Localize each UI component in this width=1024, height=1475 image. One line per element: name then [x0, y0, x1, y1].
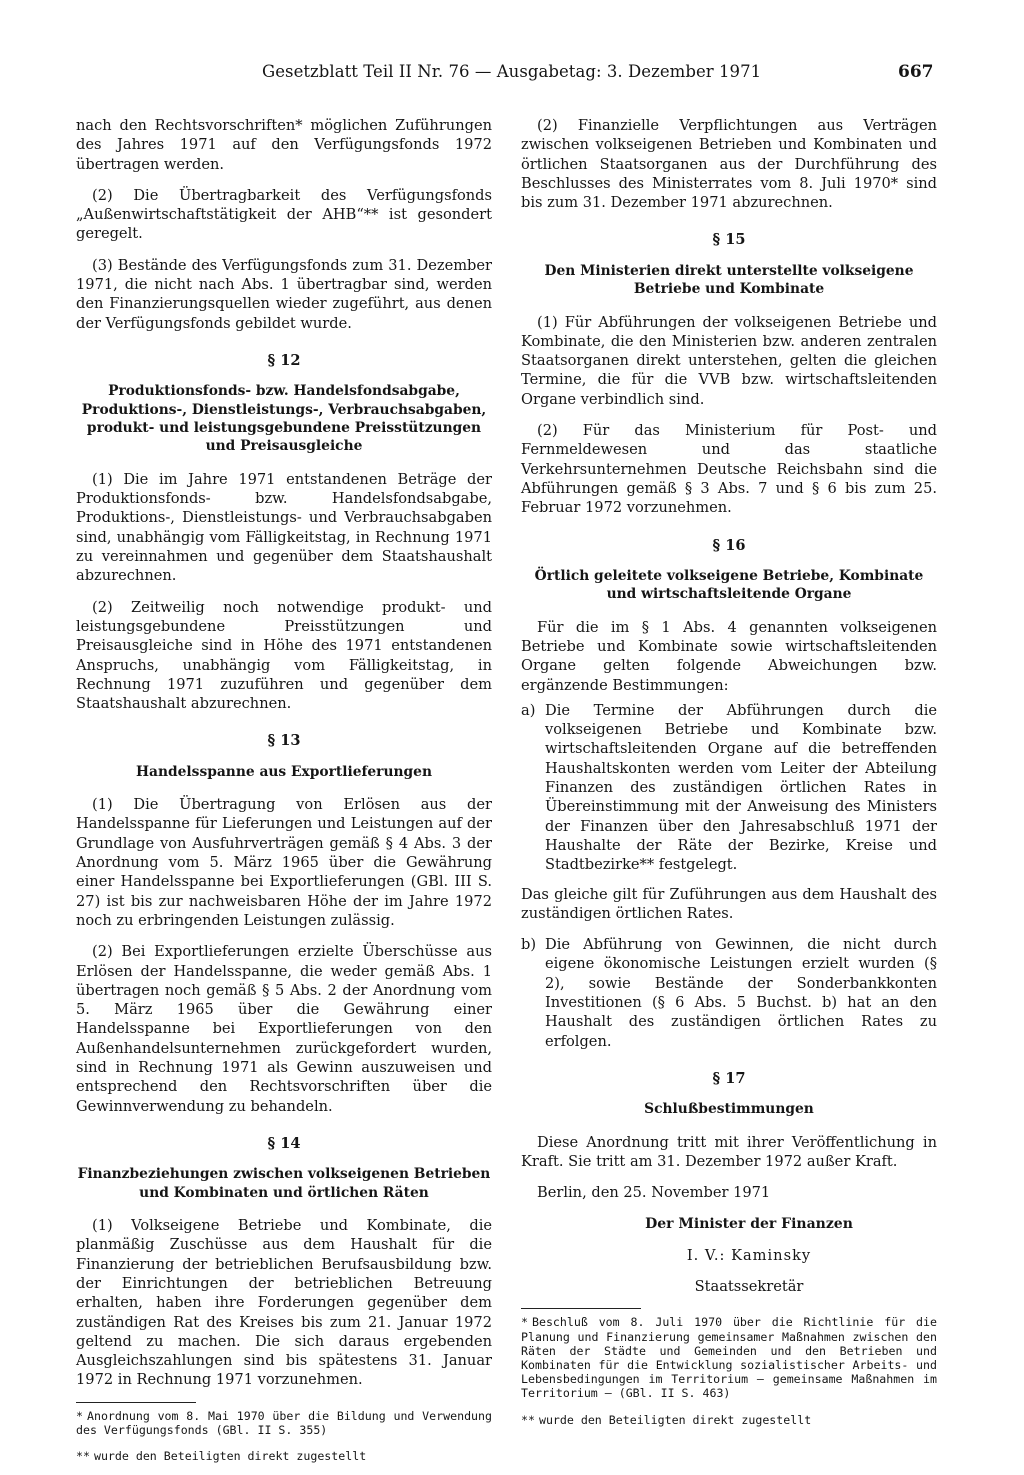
paragraph: Für die im § 1 Abs. 4 genannten volkseigenen Betriebe und Kombinate sowie wirtschaftsleitenden Organe gelten folgende Abweichungen bzw. ergänzende Bestimmungen: [521, 618, 937, 694]
section-number-16: § 16 [712, 536, 746, 554]
section-number-15: § 15 [712, 231, 746, 249]
footnote-text: Beschluß vom 8. Juli 1970 über die Richtlinie für die Planung und Finanzierung gemeinsamer Maßnahmen zwischen den Räten der Städte und Gemeinden und den Betrieben und Kombinaten für die Entwicklung sozialistischer Arbeits- und Lebensbedingungen im Territorium — gemeinsame Maßnahmen im Territorium — (GBl. II S. 463) [521, 1315, 937, 1401]
footnote-marker: * [76, 1408, 83, 1423]
gazette-header: Gesetzblatt Teil II Nr. 76 — Ausgabetag: 3. Dezember 1971 [262, 62, 762, 81]
list-item-label: b) [521, 936, 537, 954]
footnote-text: wurde den Beteiligten direkt zugestellt [538, 1412, 812, 1427]
signature-block [561, 1215, 937, 1297]
footnote [76, 1409, 492, 1437]
signatory-name: I. V.: Kaminsky [686, 1246, 812, 1264]
paragraph: (3) Bestände des Verfügungsfonds zum 31. Dezember 1971, die nicht nach Abs. 1 übertragbar sind, werden den Finanzierungsquellen wieder zugeführt, aus denen der Verfügungsfonds gebildet wurde. [76, 256, 492, 332]
section-title-16: Örtlich geleitete volkseigene Betriebe, Kombinate und wirtschaftsleitende Organe [534, 567, 924, 603]
footnote-marker: ** [76, 1449, 90, 1464]
footnote-marker: * [521, 1315, 528, 1330]
footnote-divider [76, 1402, 196, 1403]
page-header [0, 62, 1024, 90]
list-item [521, 701, 937, 875]
paragraph: (2) Für das Ministerium für Post- und Fernmeldewesen und das staatliche Verkehrsunternehmen Deutsche Reichsbahn sind die Abführungen gemäß § 3 Abs. 7 und § 6 bis zum 25. Februar 1972 vorzunehmen. [521, 422, 937, 517]
paragraph: Diese Anordnung tritt mit ihrer Veröffentlichung in Kraft. Sie tritt am 31. Dezember 1972 außer Kraft. [521, 1133, 937, 1170]
list-item-text: Die Termine der Abführungen durch die volkseigenen Betriebe und Kombinate bzw. wirtschaftsleitenden Organe auf die betreffenden Haushaltskonten werden vom Leiter der Abteilung Finanzen des zuständigen örtlichen Rates in Übereinstimmung mit der Anweisung des Ministers der Finanzen über den Jahresabschluß 1971 der Haushalte der Räte der Bezirke, Kreise und Stadtbezirke** festgelegt. [545, 701, 937, 874]
footnote-marker: ** [521, 1412, 535, 1427]
footnote-divider [521, 1308, 641, 1309]
place-and-date: Berlin, den 25. November 1971 [537, 1184, 771, 1202]
paragraph: (1) Für Abführungen der volkseigenen Betriebe und Kombinate, die den Ministerien bzw. anderen zentralen Staatsorganen direkt unterstehen, gelten die gleichen Termine, die für die VVB bzw. wirtschaftsleitenden Organe verbindlich sind. [521, 313, 937, 408]
section-title-17: Schlußbestimmungen [644, 1101, 814, 1118]
signatory-organization: Der Minister der Finanzen [645, 1215, 853, 1232]
footnote [521, 1413, 937, 1427]
paragraph: Das gleiche gilt für Zuführungen aus dem Haushalt des zuständigen örtlichen Rates. [521, 885, 937, 922]
section-number-17: § 17 [712, 1069, 746, 1087]
paragraph: (1) Die im Jahre 1971 entstandenen Beträge der Produktionsfonds- bzw. Handelsfondsabgabe, Produktions-, Dienstleistungs- und Verbrauchsabgaben sind, unabhängig vom Fälligkeitstag, in Rechnung 1971 zu vereinnahmen und gegenüber dem Staatshaushalt abzurechnen. [76, 470, 492, 585]
paragraph: (2) Zeitweilig noch notwendige produkt- und leistungsgebundene Preisstützungen und Preisausgleiche sind in Höhe des 1971 entstandenen Anspruchs, unabhängig vom Fälligkeitstag, in Rechnung 1971 zuzuführen und gegenüber dem Staatshaushalt abzurechnen. [76, 598, 492, 713]
section-title-15: Den Ministerien direkt unterstellte volkseigene Betriebe und Kombinate [544, 262, 914, 298]
footnote [521, 1315, 937, 1400]
paragraph: (1) Die Übertragung von Erlösen aus der Handelsspanne für Lieferungen und Leistungen auf der Grundlage von Ausfuhrverträgen gemäß § 4 Abs. 3 der Anordnung vom 5. März 1965 über die Gewährung einer Handelsspanne bei Exportlieferungen (GBl. III S. 27) ist bis zur nachweisbaren Höhe der im Jahre 1972 noch zu erbringenden Leistungen zulässig. [76, 796, 492, 929]
section-title-12: Produktionsfonds- bzw. Handelsfondsabgabe, Produktions-, Dienstleistungs-, Verbrauchsabgaben, produkt- und leistungsgebundene Preisstützungen und Preisausgleiche [81, 383, 487, 455]
footnote-text: Anordnung vom 8. Mai 1970 über die Bildung und Verwendung des Verfügungsfonds (GBl. II S. 355) [76, 1408, 492, 1437]
footnote-text: wurde den Beteiligten direkt zugestellt [93, 1449, 367, 1464]
paragraph: (2) Finanzielle Verpflichtungen aus Verträgen zwischen volkseigenen Betrieben und Kombinaten und örtlichen Staatsorganen aus der Durchführung des Beschlusses des Ministerrates vom 8. Juli 1970* sind bis zum 31. Dezember 1971 abzurechnen. [521, 117, 937, 212]
left-column [76, 116, 492, 1475]
list-item [521, 935, 937, 1051]
section-number-13: § 13 [267, 732, 301, 750]
paragraph: (2) Die Übertragbarkeit des Verfügungsfonds „Außenwirtschaftstätigkeit der AHB“** ist gesondert geregelt. [76, 186, 492, 243]
signatory-role: Staatssekretär [694, 1278, 804, 1296]
right-column [521, 116, 937, 1439]
section-title-14: Finanzbeziehungen zwischen volkseigenen Betrieben und Kombinaten und örtlichen Räten [77, 1166, 491, 1201]
section-number-12: § 12 [267, 351, 301, 369]
list-item-text: Die Abführung von Gewinnen, die nicht durch eigene ökonomische Leistungen erzielt wurden (§ 2), sowie Bestände der Sonderbankkonten Investitionen (§ 6 Abs. 5 Buchst. b) hat an den Haushalt des zuständigen örtlichen Rates zu erfolgen. [545, 936, 937, 1050]
page-number: 667 [898, 62, 934, 82]
list-item-label: a) [521, 701, 536, 719]
footnote [76, 1449, 492, 1463]
paragraph: nach den Rechtsvorschriften* möglichen Zuführungen des Jahres 1971 auf den Verfügungsfonds 1972 übertragen werden. [76, 117, 492, 173]
paragraph: (1) Volkseigene Betriebe und Kombinate, die planmäßig Zuschüsse aus dem Haushalt für die Finanzierung der betrieblichen Berufsausbildung bzw. der Einrichtungen der betrieblichen Betreuung erhalten, haben ihre Forderungen gegenüber dem zuständigen Rat des Kreises bis zum 21. Januar 1972 geltend zu machen. Die sich daraus ergebenden Ausgleichszahlungen sind bis spätestens 31. Januar 1972 in Rechnung 1971 vorzunehmen. [76, 1217, 492, 1389]
section-title-13: Handelsspanne aus Exportlieferungen [136, 763, 432, 780]
section-number-14: § 14 [267, 1134, 301, 1152]
paragraph: (2) Bei Exportlieferungen erzielte Überschüsse aus Erlösen der Handelsspanne, die weder gemäß Abs. 1 übertragen noch gemäß § 5 Abs. 2 der Anordnung vom 5. März 1965 über die Gewährung einer Handelsspanne bei Exportlieferungen von den Außenhandelsunternehmen zurückgefordert wurden, sind in Rechnung 1971 als Gewinn auszuweisen und entsprechend den Rechtsvorschriften über die Gewinnverwendung zu behandeln. [76, 943, 492, 1115]
